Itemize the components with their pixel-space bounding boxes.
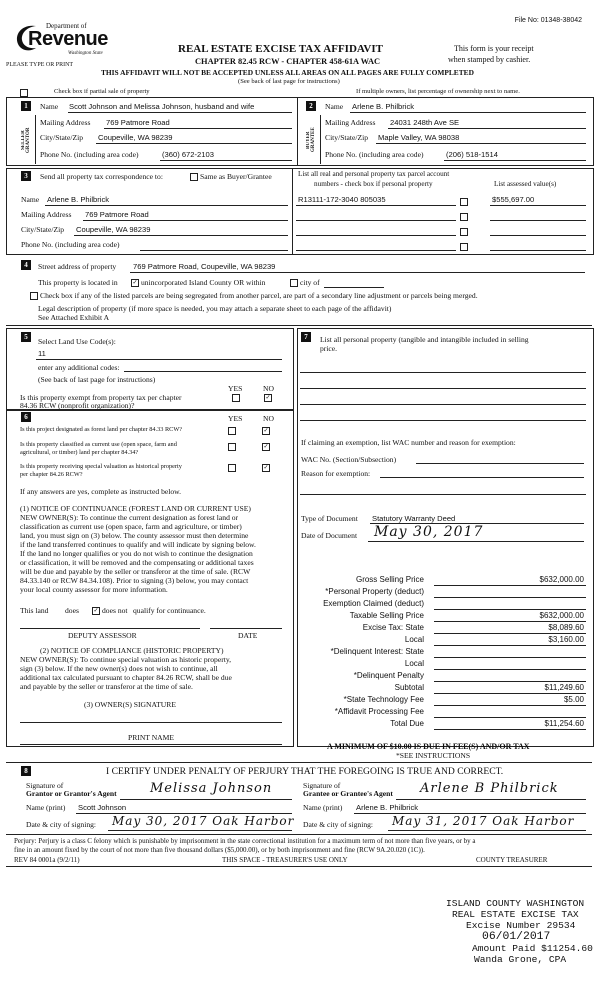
grantee-printed-name[interactable]: Arlene B. Philbrick	[356, 803, 419, 812]
s6-no-header: NO	[263, 414, 274, 423]
historic-yes-checkbox[interactable]	[228, 464, 236, 472]
s5-yes-header: YES	[228, 384, 243, 393]
exemption-label: If claiming an exemption, list WAC number and reason for exemption:	[301, 438, 516, 447]
legal-description[interactable]: See Attached Exhibit A	[38, 313, 110, 322]
seller-phone-label: Phone No. (including area code)	[40, 150, 139, 159]
grantee-agent-label: Grantee or Grantee's Agent	[303, 789, 393, 798]
form-chapter: CHAPTER 82.45 RCW - CHAPTER 458-61A WAC	[195, 57, 381, 66]
seller-side-label: SELLER GRANTOR	[21, 127, 31, 153]
additional-codes-label: enter any additional codes:	[38, 363, 120, 372]
multiple-owners-note: If multiple owners, list percentage of ownership next to name.	[356, 88, 520, 95]
s5-see-back: (See back of last page for instructions)	[38, 375, 156, 384]
parcel-header-1: List all real and personal property tax parcel account	[298, 170, 450, 178]
partial-sale-label: Check box if partial sale of property	[54, 88, 150, 95]
buyer-city[interactable]: Maple Valley, WA 98038	[378, 133, 460, 142]
treasurer-use-label: THIS SPACE - TREASURER'S USE ONLY	[222, 856, 348, 864]
logo-name: Revenue	[28, 28, 108, 50]
section-8-badge: 8	[21, 766, 31, 776]
land-use-code[interactable]: 11	[38, 349, 46, 358]
form-title: REAL ESTATE EXCISE TAX AFFIDAVIT	[178, 43, 383, 55]
buyer-name[interactable]: Arlene B. Philbrick	[352, 102, 415, 111]
owner-signature-title: (3) OWNER(S) SIGNATURE	[84, 700, 176, 709]
tax-row-value[interactable]: $5.00	[563, 695, 584, 704]
section-4-badge: 4	[21, 260, 31, 270]
tax-row-line	[434, 681, 586, 682]
unincorporated-checkbox[interactable]: ✓	[132, 280, 138, 286]
personal-property-checkbox-3[interactable]	[460, 228, 468, 236]
doc-date-label: Date of Document	[301, 531, 358, 540]
historic-question-2: per chapter 84.26 RCW?	[20, 471, 83, 478]
tax-row-label: Subtotal	[394, 683, 424, 692]
notice-1-title: (1) NOTICE OF CONTINUANCE (FOREST LAND OR CURRENT USE)	[20, 504, 251, 513]
seller-name[interactable]: Scott Johnson and Melissa Johnson, husband and wife	[69, 102, 255, 111]
rev-number: REV 84 0001a (9/2/11)	[14, 856, 80, 864]
section-5-badge: 5	[21, 332, 31, 342]
grantee-date-city[interactable]: May 31, 2017 Oak Harbor	[392, 814, 575, 828]
street-address[interactable]: 769 Patmore Road, Coupeville, WA 98239	[133, 262, 276, 271]
certify-statement: I CERTIFY UNDER PENALTY OF PERJURY THAT THE FOREGOING IS TRUE AND CORRECT.	[106, 766, 504, 777]
segregated-label: Check box if any of the listed parcels are being segregated from another parcel, are part of a secondary line adjustment or parcels being merged.	[40, 291, 478, 300]
tax-row-value[interactable]: $3,160.00	[548, 635, 584, 644]
qualify-label: qualify for continuance.	[133, 606, 206, 615]
exempt-no-checkbox[interactable]: ✓	[265, 395, 271, 401]
tax-row-line	[434, 705, 586, 706]
city-of-checkbox[interactable]	[290, 279, 298, 287]
personal-property-checkbox-4[interactable]	[460, 243, 468, 251]
grantee-signature[interactable]: Arlene B Philbrick	[420, 781, 559, 796]
tax-row-line	[434, 729, 586, 730]
tax-row-line	[434, 657, 586, 658]
perjury-text-1: Perjury: Perjury is a class C felony which is punishable by imprisonment in the state correctional institution for a maximum term of not more than five years, or by a	[14, 837, 476, 845]
logo-state: Washington State	[68, 51, 103, 56]
tax-row-label: *Personal Property (deduct)	[325, 587, 424, 596]
print-name-label: PRINT NAME	[128, 733, 175, 742]
current-use-question-1: Is this property classified as current use (open space, farm and	[20, 441, 177, 448]
dor-logo	[12, 22, 122, 60]
buyer-city-label: City/State/Zip	[325, 133, 369, 142]
deputy-assessor-label: DEPUTY ASSESSOR	[68, 631, 137, 640]
tax-row-value[interactable]: $632,000.00	[539, 611, 584, 620]
parcel-number[interactable]: R13111-172-3040 805035	[298, 195, 386, 204]
grantor-signature[interactable]: Melissa Johnson	[150, 781, 273, 796]
grantor-printed-name[interactable]: Scott Johnson	[78, 803, 127, 812]
tax-row-label: *Delinquent Interest: State	[330, 647, 424, 656]
grantee-date-label: Date & city of signing:	[303, 820, 374, 829]
tax-row-label: Gross Selling Price	[355, 575, 424, 584]
seller-address[interactable]: 769 Patmore Road	[106, 118, 170, 127]
current-use-question-2: agricultural, or timber) land per chapter 84.34?	[20, 449, 139, 456]
historic-question-1: Is this property receiving special valuation as historical property	[20, 463, 182, 470]
personal-property-checkbox-1[interactable]	[460, 198, 468, 206]
buyer-name-label: Name	[325, 102, 344, 111]
grantee-name-label: Name (print)	[303, 803, 343, 812]
tax-row-label: Exemption Claimed (deduct)	[323, 599, 424, 608]
s3-city-label: City/State/Zip	[21, 225, 65, 234]
forest-question: Is this project designated as forest land per chapter 84.33 RCW?	[20, 426, 183, 433]
tax-row-line	[434, 669, 586, 670]
seller-city-label: City/State/Zip	[40, 133, 84, 142]
receipt-line2: when stamped by cashier.	[448, 55, 531, 64]
tax-row-label: Local	[404, 659, 424, 668]
tax-row-label: Local	[404, 635, 424, 644]
forest-no-checkbox[interactable]: ✓	[263, 428, 269, 434]
assessed-header: List assessed value(s)	[494, 180, 557, 188]
grantor-date-city[interactable]: May 30, 2017 Oak Harbor	[112, 814, 295, 828]
section-2-badge: 2	[306, 101, 316, 111]
tax-row-line	[434, 621, 586, 622]
s3-phone-label: Phone No. (including area code)	[21, 240, 120, 249]
reason-label: Reason for exemption:	[301, 469, 371, 478]
legal-desc-label: Legal description of property (if more space is needed, you may attach a separate sheet to each page of the affidavit)	[38, 304, 392, 313]
section-3-badge: 3	[21, 171, 31, 181]
please-type: PLEASE TYPE OR PRINT	[6, 62, 74, 68]
doc-type-label: Type of Document	[301, 514, 358, 523]
buyer-side-label: BUYER GRANTEE	[306, 127, 316, 153]
tax-row-line	[434, 609, 586, 610]
buyer-phone[interactable]: (206) 518-1514	[446, 150, 498, 159]
historic-no-checkbox[interactable]: ✓	[263, 465, 269, 471]
assessed-value[interactable]: $555,697.00	[492, 195, 535, 204]
s5-no-header: NO	[263, 384, 274, 393]
tax-row-label: *Delinquent Penalty	[353, 671, 424, 680]
exempt-question-1: Is this property exempt from property tax per chapter	[20, 393, 182, 402]
tax-row-value[interactable]: $11,249.60	[544, 683, 584, 692]
partial-sale-checkbox[interactable]	[20, 89, 28, 97]
land-use-label: Select Land Use Code(s):	[38, 337, 116, 346]
tax-row-label: *Affidavit Processing Fee	[334, 707, 424, 716]
doc-type[interactable]: Statutory Warranty Deed	[372, 514, 456, 523]
grantor-sig-of: Signature of	[26, 781, 64, 790]
send-correspondence: Send all property tax correspondence to:	[40, 172, 163, 181]
exempt-yes-checkbox[interactable]	[232, 394, 240, 402]
minimum-fee-note: A MINIMUM OF $10.00 IS DUE IN FEE(S) AND/OR TAX	[327, 742, 530, 751]
tax-row-line	[434, 717, 586, 718]
this-land-label: This land	[20, 606, 49, 615]
receipt-line1: This form is your receipt	[454, 44, 534, 53]
parcel-header-2: numbers - check box if personal property	[314, 180, 433, 188]
does-not-checkbox[interactable]: ✓	[93, 608, 99, 614]
if-yes-instruction: If any answers are yes, complete as instructed below.	[20, 487, 182, 496]
notice-2-title: (2) NOTICE OF COMPLIANCE (HISTORIC PROPERTY)	[40, 646, 224, 655]
seller-phone[interactable]: (360) 672-2103	[162, 150, 214, 159]
warning-text: THIS AFFIDAVIT WILL NOT BE ACCEPTED UNLESS ALL AREAS ON ALL PAGES ARE FULLY COMPLETED	[101, 68, 474, 77]
located-label: This property is located in	[38, 278, 118, 287]
tax-row-value[interactable]: $8,089.60	[548, 623, 584, 632]
section-6-badge: 6	[21, 412, 31, 422]
county-treasurer-label: COUNTY TREASURER	[476, 856, 548, 864]
grantee-sig-of: Signature of	[303, 781, 341, 790]
tax-row-label: Excise Tax: State	[362, 623, 424, 632]
tax-row-line	[434, 633, 586, 634]
tax-row-line	[434, 693, 586, 694]
section-1-badge: 1	[21, 101, 31, 111]
personal-property-checkbox-2[interactable]	[460, 213, 468, 221]
see-back: (See back of last page for instructions)	[238, 78, 340, 85]
personal-property-label-1: List all personal property (tangible and intangible included in selling	[320, 335, 529, 344]
tax-row-line	[434, 645, 586, 646]
personal-property-label-2: price.	[320, 344, 338, 353]
does-not-label: does not	[102, 606, 128, 615]
s3-name[interactable]: Arlene B. Philbrick	[47, 195, 110, 204]
s3-addr-label: Mailing Address	[21, 210, 72, 219]
see-instructions: *SEE INSTRUCTIONS	[396, 751, 471, 760]
grantor-name-label: Name (print)	[26, 803, 66, 812]
wac-label: WAC No. (Section/Subsection)	[301, 455, 397, 464]
same-as-buyer-checkbox[interactable]	[190, 173, 198, 181]
tax-row-value[interactable]: $11,254.60	[544, 719, 584, 728]
city-of-label: city of	[300, 278, 320, 287]
section-7-badge: 7	[301, 332, 311, 342]
current-use-no-checkbox[interactable]: ✓	[263, 444, 269, 450]
forest-yes-checkbox[interactable]	[228, 427, 236, 435]
tax-row-label: *State Technology Fee	[343, 695, 424, 704]
s3-address[interactable]: 769 Patmore Road	[85, 210, 149, 219]
segregated-checkbox[interactable]	[30, 292, 38, 300]
street-label: Street address of property	[38, 262, 117, 271]
seller-addr-label: Mailing Address	[40, 118, 91, 127]
assessor-date-label: DATE	[238, 631, 258, 640]
does-label: does	[65, 606, 79, 615]
tax-row-value[interactable]: $632,000.00	[539, 575, 584, 584]
tax-row-line	[434, 597, 586, 598]
buyer-phone-label: Phone No. (including area code)	[325, 150, 424, 159]
buyer-address[interactable]: 24031 248th Ave SE	[390, 118, 460, 127]
s3-name-label: Name	[21, 195, 40, 204]
grantor-date-label: Date & city of signing:	[26, 820, 97, 829]
unincorporated-label: unincorporated Island County OR within	[141, 278, 266, 287]
perjury-text-2: fine in an amount fixed by the court of not more than five thousand dollars ($5,000.00), or by both imprisonment and fine (RCW 9A.20.020 (1C)).	[14, 846, 425, 854]
logo-dept: Department of	[46, 22, 87, 30]
tax-row-label: Total Due	[390, 719, 424, 728]
s3-city[interactable]: Coupeville, WA 98239	[76, 225, 151, 234]
seller-name-label: Name	[40, 102, 59, 111]
buyer-addr-label: Mailing Address	[325, 118, 376, 127]
current-use-yes-checkbox[interactable]	[228, 443, 236, 451]
exempt-question-2: 84.36 RCW (nonprofit organization)?	[20, 401, 135, 410]
doc-date[interactable]: May 30, 2017	[374, 524, 484, 540]
seller-city[interactable]: Coupeville, WA 98239	[98, 133, 173, 142]
same-as-buyer-label: Same as Buyer/Grantee	[200, 172, 272, 181]
grantor-agent-label: Grantor or Grantor's Agent	[26, 789, 117, 798]
s6-yes-header: YES	[228, 414, 243, 423]
tax-row-line	[434, 585, 586, 586]
tax-row-label: Taxable Selling Price	[349, 611, 424, 620]
file-number: File No: 01348-38042	[514, 17, 582, 24]
